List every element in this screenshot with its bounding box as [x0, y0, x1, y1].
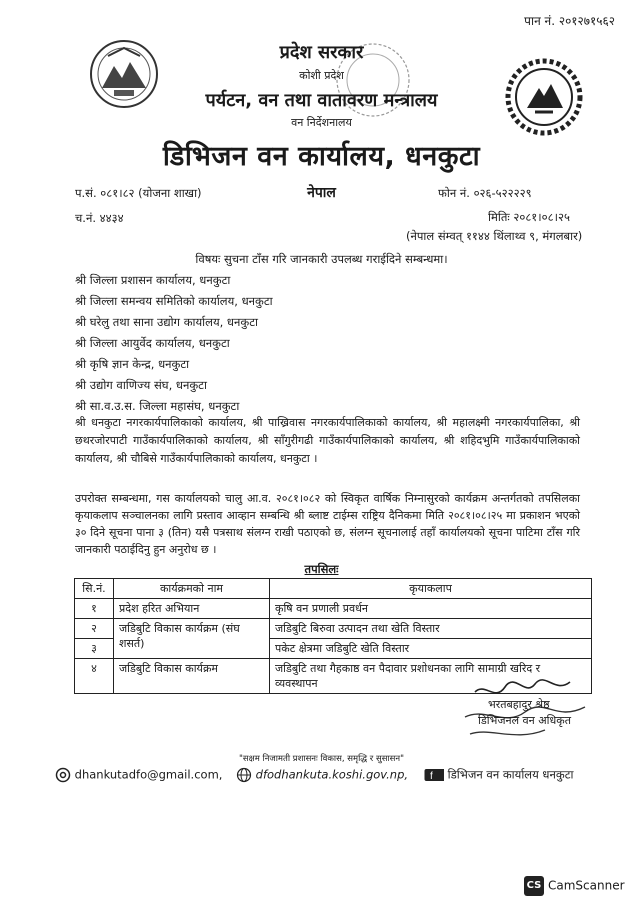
dispatch-number: च.नं. ४४३४ — [75, 211, 124, 225]
footer-website[interactable] — [236, 767, 408, 783]
row-activity: कृषि वन प्रणाली प्रवर्धन — [270, 599, 592, 619]
row-program: प्रदेश हरित अभियान — [114, 599, 270, 619]
svg-text:f: f — [430, 771, 433, 782]
row-program: जडिबुटि विकास कार्यक्रम — [114, 659, 270, 694]
website-text: dfodhankuta.koshi.gov.np, — [255, 767, 409, 782]
row-serial: २ — [75, 619, 114, 639]
globe-icon — [236, 767, 252, 783]
details-heading: तपसिलः — [304, 562, 339, 576]
table-row — [75, 599, 592, 619]
camscanner-logo-icon: CS — [524, 876, 544, 896]
government-heading: प्रदेश सरकार — [279, 42, 364, 63]
letter-subject: विषयः सुचना टाँस गरि जानकारी उपलब्ध गराईदिने सम्बन्धमा। — [195, 252, 448, 266]
phone-number: फोन नं. ०२६-५२२२२९ — [438, 186, 532, 200]
province-name: कोशी प्रदेश — [299, 69, 344, 82]
addressee-line: श्री उद्योग वाणिज्य संघ, धनकुटा — [75, 378, 207, 392]
letter-date: मितिः २०८१।०८।२५ — [488, 210, 570, 224]
ministry-heading: पर्यटन, वन तथा वातावरण मन्त्रालय — [205, 90, 438, 111]
signatory-name: भरतबहादुर श्रेष्ठ — [488, 698, 550, 711]
facebook-text: डिभिजन वन कार्यालय धनकुटा — [447, 767, 574, 782]
row-activity: जडिबुटि तथा गैहकाष्ठ वन पैदावार प्रशोधनका लागि सामाग्री खरिद र व्यवस्थापन — [270, 659, 592, 694]
footer-email[interactable] — [55, 767, 222, 783]
email-icon — [55, 767, 71, 783]
column-header: कार्यक्रमको नाम — [114, 579, 270, 599]
facebook-icon — [420, 767, 444, 783]
row-serial: ३ — [75, 639, 114, 659]
row-serial: ४ — [75, 659, 114, 694]
nepal-sambat-date: (नेपाल संम्वत् ११४४ थिंलाथ्व ९, मंगलबार) — [406, 229, 583, 243]
row-activity: पकेट क्षेत्रमा जडिबुटि खेति विस्तार — [270, 639, 592, 659]
email-text: dhankutadfo@gmail.com, — [74, 767, 223, 782]
table-header-row — [75, 579, 592, 599]
handwritten-signature-icon — [455, 672, 605, 752]
signatory-role: डिभिजनल वन अधिकृत — [478, 714, 571, 727]
pan-number: पान नं. २०१२७१५६२ — [524, 14, 615, 28]
addressee-line: श्री कृषि ज्ञान केन्द्र, धनकुटा — [75, 357, 190, 371]
addressee-line: श्री जिल्ला आयुर्वेद कार्यालय, धनकुटा — [75, 336, 230, 350]
row-serial: १ — [75, 599, 114, 619]
letter-body: उपरोक्त सम्बन्धमा, गस कार्यालयको चालु आ.व. २०८१।०८२ को स्विकृत वार्षिक निम्नासुरको कार्यक्रम अन्तर्गतको तपसिलका कृयाकलाप सञ्चालनका लागि प्रस्ताव आव्हान सम्बन्धि श्री ब्लाष्ट टाईम्स राष्ट्रिय दैनिकमा मिति २०८१।०८।२५ मा प्रकाशन भएको ३० दिने सूचना पाना ३ (तिन) यसै पत्रसाथ संलग्न राखी पठाएको छ, संलग्न सूचनालाई तहाँ कार्यालयको सूचना पाटिमा टाँस गरि जानकारी पठाईदिनु हुन अनुरोध छ । — [75, 492, 580, 556]
motto: "सक्षम निजामती प्रशासनः विकास, समृद्धि र सुसासन" — [238, 754, 405, 764]
table-row — [75, 619, 592, 639]
country-name: नेपाल — [307, 185, 336, 201]
addressee-line: श्री सा.व.उ.स. जिल्ला महासंघ, धनकुटा — [75, 399, 240, 413]
municipality-addressees: श्री धनकुटा नगरकार्यपालिकाको कार्यालय, श्री पाख्रिवास नगरकार्यपालिकाको कार्यालय, श्री महालक्ष्मी नगरकार्यपालिका, श्री छथरजोरपाटी गाउँकार्यपालिकाको कार्यालय, श्री साँगुरीगढी गाउँकार्यपालिकाको कार्यालय, श्री शहिदभुमि गाउँकार्यपालिकाको कार्यालय, श्री चौबिसे गाउँकार्यपालिकाको कार्यालय, धनकुटा । — [75, 416, 580, 465]
addressee-line: श्री घरेलु तथा साना उद्योग कार्यालय, धनकुटा — [75, 315, 258, 329]
footer-facebook[interactable] — [420, 767, 574, 783]
addressee-line: श्री जिल्ला समन्वय समितिको कार्यालय, धनकुटा — [75, 294, 273, 308]
column-header: सि.नं. — [75, 579, 114, 599]
office-title: डिभिजन वन कार्यालय, धनकुटा — [162, 141, 481, 172]
camscanner-text: CamScanner — [548, 878, 625, 893]
addressee-line: श्री जिल्ला प्रशासन कार्यालय, धनकुटा — [75, 273, 231, 287]
column-header: कृयाकलाप — [270, 579, 592, 599]
row-program: जडिबुटि विकास कार्यक्रम (संघ शसर्त) — [114, 619, 270, 659]
camscanner-watermark — [524, 876, 625, 896]
row-activity: जडिबुटि बिरुवा उत्पादन तथा खेति विस्तार — [270, 619, 592, 639]
department-name: वन निर्देशनालय — [291, 116, 352, 129]
reference-number: प.सं. ०८१।८२ (योजना शाखा) — [75, 186, 202, 200]
